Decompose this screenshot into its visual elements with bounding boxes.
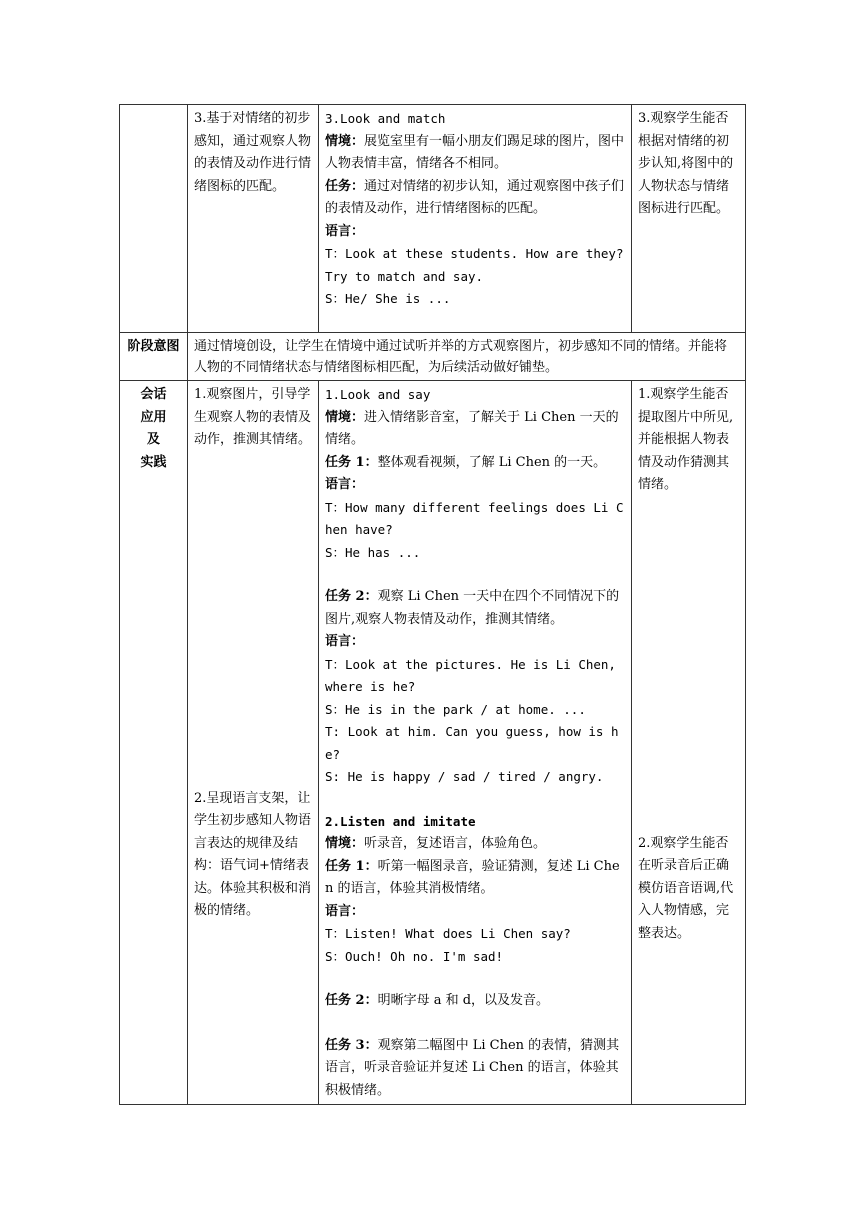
assessment-text: 2.观察学生能否在听录音后正确模仿语音语调,代入人物情感，完整表达。: [638, 835, 734, 941]
goal-cell: [188, 381, 319, 1105]
purpose-cell: [188, 333, 746, 381]
activity-title: 3.Look and match: [325, 111, 446, 126]
dialogue-line: T：Look at the pictures. He is Li Chen, where is he?: [325, 656, 616, 694]
dialogue-line: T：How many different feelings does Li Chen have?: [325, 499, 624, 537]
stage-label: 阶段意图: [127, 339, 180, 354]
context-line: 情境：展览室里有一幅小朋友们踢足球的图片，图中人物表情丰富，情绪各不相同。: [325, 133, 625, 171]
stage-label-line: 实践: [140, 454, 167, 470]
assessment-cell: [632, 381, 746, 1105]
context-line: 情境：进入情绪影音室，了解关于 Li Chen 一天的情绪。: [325, 409, 619, 447]
assessment-text: 1.观察学生能否提取图片中所见,并能根据人物表情及动作猜测其情绪。: [638, 387, 734, 492]
lesson-plan-table: [119, 104, 746, 1105]
goal-text: 1.观察图片，引导学生观察人物的表情及动作，推测其情绪。: [194, 387, 312, 447]
stage-cell-empty: [120, 105, 188, 333]
dialogue-line: S：Ouch! Oh no. I'm sad!: [325, 948, 504, 964]
language-label: 语言：: [325, 477, 365, 492]
dialogue-line: S: He is happy / sad / tired / angry.: [325, 769, 604, 784]
stage-label-line: 会话: [140, 387, 167, 402]
language-label: 语言：: [325, 903, 365, 919]
task-line: 任务 3：观察第二幅图中 Li Chen 的表情，猜测其语言，听录音验证并复述 Li Chen 的语言，体验其积极情绪。: [325, 1037, 620, 1098]
assessment-cell: [632, 105, 746, 333]
purpose-text: 通过情境创设，让学生在情境中通过试听并举的方式观察图片，初步感知不同的情绪。并能将人物的不同情绪状态与情绪图标相匹配，为后续活动做好铺垫。: [194, 339, 728, 375]
dialogue-line: S：He/ She is ...: [325, 291, 451, 306]
dialogue-line: S：He is in the park / at home. ...: [325, 701, 586, 717]
goal-text: 2.呈现语言支架，让学生初步感知人物语言表达的规律及结构：语气词+情绪表达。体验其积极和消极的情绪。: [194, 790, 312, 918]
goal-cell: [188, 105, 319, 333]
stage-cell: [120, 381, 188, 1105]
goal-text: 3.基于对情绪的初步感知，通过观察人物的表情及动作进行情绪图标的匹配。: [194, 111, 312, 194]
activity-title: 2.Listen and imitate: [325, 813, 476, 829]
table-row: [120, 105, 746, 333]
dialogue-line: S：He has ...: [325, 544, 421, 560]
language-label: 语言：: [325, 223, 365, 239]
activity-cell: [319, 381, 632, 1105]
task-line: 任务：通过对情绪的初步认知，通过观察图中孩子们的表情及动作，进行情绪图标的匹配。: [325, 178, 625, 216]
dialogue-line: T：Listen! What does Li Chen say?: [325, 926, 571, 941]
dialogue-line: T: Look at him. Can you guess, how is he?: [325, 724, 619, 762]
stage-cell: [120, 333, 188, 381]
assessment-text: 3.观察学生能否根据对情绪的初步认知,将图中的人物状态与情绪图标进行匹配。: [638, 111, 734, 216]
dialogue-line: T：Look at these students. How are they? Try to match and say.: [325, 246, 624, 284]
table-row: [120, 381, 746, 1105]
activity-title: 1.Look and say: [325, 387, 431, 402]
language-label: 语言：: [325, 634, 365, 649]
activity-cell: [319, 105, 632, 333]
table-row: [120, 333, 746, 381]
stage-label-line: 及: [146, 432, 160, 447]
task-line: 任务 1：听第一幅图录音，验证猜测，复述 Li Chen 的语言，体验其消极情绪。: [325, 858, 620, 896]
context-line: 情境：听录音，复述语言，体验角色。: [325, 836, 547, 851]
task-line: 任务 2：明晰字母 a 和 d，以及发音。: [325, 993, 550, 1008]
task-line: 任务 1：整体观看视频，了解 Li Chen 的一天。: [325, 454, 607, 470]
stage-label-line: 应用: [140, 409, 167, 425]
task-line: 任务 2：观察 Li Chen 一天中在四个不同情况下的图片,观察人物表情及动作，推测其情绪。: [325, 589, 620, 627]
